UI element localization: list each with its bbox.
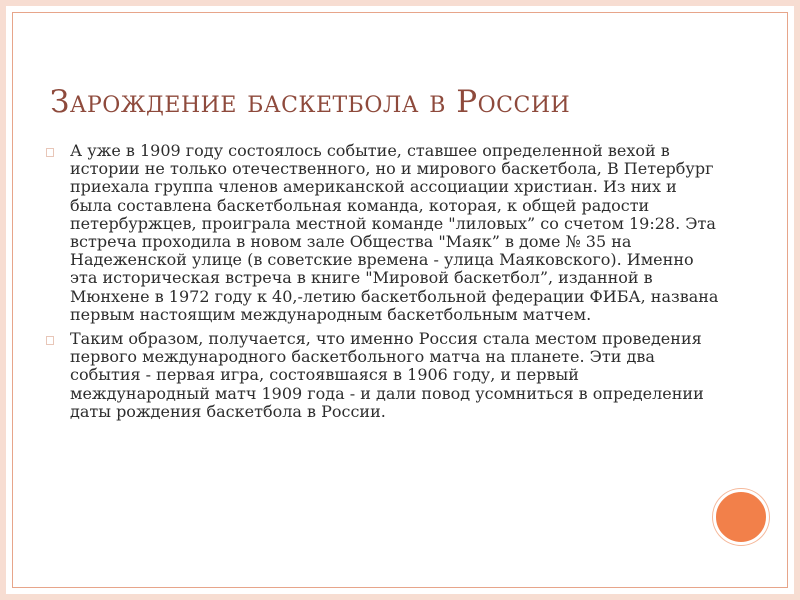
- decorative-circle: [713, 489, 769, 545]
- bullet-text: Таким образом, получается, что именно Россия стала местом проведения первого международного баскетбольного матча на планете. Эти два события - первая игра, состоявшаяся в 1906 году, и первый международный матч 1909 года - и дали повод усомниться в определении даты рождения баскетбола в России.: [70, 329, 704, 421]
- slide-content: [40, 142, 720, 427]
- bullet-item: [40, 142, 720, 324]
- slide-title: Зарождение баскетбола в России: [50, 84, 571, 120]
- bullet-square-icon: [46, 336, 54, 345]
- bullet-item: [40, 330, 720, 421]
- bullet-text: А уже в 1909 году состоялось событие, ставшее определенной вехой в истории не только отечественного, но и мирового баскетбола, В Петербург приехала группа членов американской ассоциации христиан. Из них и была составлена баскетбольная команда, которая, к общей радости петербуржцев, проиграла местной команде "лиловых” со счетом 19:28. Эта встреча проходила в новом зале Общества "Маяк” в доме № 35 на Надеженской улице (в советские времена - улица Маяковского). Именно эта историческая встреча в книге "Мировой баскетбол”, изданной в Мюнхене в 1972 году к 40,-летию баскетбольной федерации ФИБА, названа первым настоящим международным баскетбольным матчем.: [70, 141, 719, 324]
- bullet-square-icon: [46, 148, 54, 157]
